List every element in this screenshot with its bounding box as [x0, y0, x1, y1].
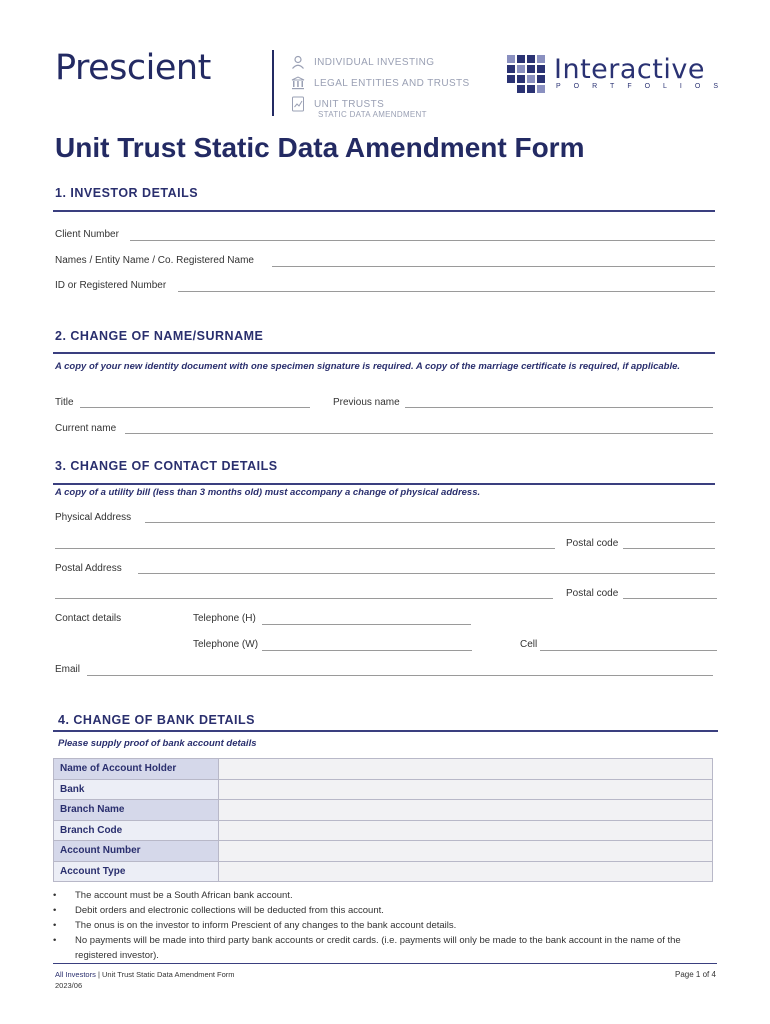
- account-holder-field[interactable]: [219, 759, 713, 780]
- physical-address-field[interactable]: [145, 522, 715, 523]
- document-chart-icon: [290, 96, 306, 112]
- list-item: • The onus is on the investor to inform Prescient of any changes to the bank account details.: [53, 918, 718, 933]
- section-heading-bank: 4. CHANGE OF BANK DETAILS: [58, 713, 255, 727]
- footer-rule: [53, 963, 717, 964]
- section-rule: [53, 210, 715, 212]
- branch-code-field[interactable]: [219, 820, 713, 841]
- names-label: Names / Entity Name / Co. Registered Name: [55, 255, 254, 266]
- footer-audience: All Investors: [55, 970, 96, 979]
- id-number-field[interactable]: [178, 291, 715, 292]
- page-title: Unit Trust Static Data Amendment Form: [55, 132, 585, 163]
- telephone-work-label: Telephone (W): [193, 639, 259, 650]
- section-heading-name: 2. CHANGE OF NAME/SURNAME: [55, 329, 264, 343]
- list-item: • The account must be a South African bank account.: [53, 888, 718, 903]
- current-name-field[interactable]: [125, 433, 713, 434]
- physical-address-line2[interactable]: [55, 548, 555, 549]
- id-number-label: ID or Registered Number: [55, 280, 167, 291]
- branch-name-label: Branch Name: [54, 800, 219, 821]
- client-number-field[interactable]: [130, 240, 715, 241]
- section-rule: [53, 730, 718, 732]
- building-icon: [290, 75, 306, 91]
- physical-address-label: Physical Address: [55, 512, 132, 523]
- cell-field[interactable]: [540, 650, 717, 651]
- title-label: Title: [55, 397, 74, 408]
- list-item: • Debit orders and electronic collections will be deducted from this account.: [53, 903, 718, 918]
- client-number-label: Client Number: [55, 229, 119, 240]
- bank-field[interactable]: [219, 779, 713, 800]
- table-row: [54, 779, 713, 800]
- postal-address-field[interactable]: [138, 573, 715, 574]
- current-name-label: Current name: [55, 423, 117, 434]
- table-row: [54, 820, 713, 841]
- interactive-logo-text: Interactive: [554, 54, 705, 85]
- menu-sublabel: STATIC DATA AMENDMENT: [318, 110, 427, 119]
- name-change-note: A copy of your new identity document with one specimen signature is required. A copy of the marriage certificate is required, if applicable.: [55, 361, 681, 372]
- footer-date: 2023/06: [55, 981, 83, 990]
- menu-label-individual: INDIVIDUAL INVESTING: [314, 56, 435, 68]
- table-row: [54, 800, 713, 821]
- portfolios-logo-text: PORTFOLIOS: [556, 83, 731, 90]
- postal-code-label: Postal code: [566, 588, 619, 599]
- bank-label: Bank: [54, 779, 219, 800]
- account-type-field[interactable]: [219, 861, 713, 882]
- telephone-home-label: Telephone (H): [193, 613, 256, 624]
- table-row: [54, 861, 713, 882]
- branch-name-field[interactable]: [219, 800, 713, 821]
- menu-label-legal: LEGAL ENTITIES AND TRUSTS: [314, 77, 470, 89]
- bank-note: Please supply proof of bank account details: [58, 738, 257, 749]
- table-row: [54, 759, 713, 780]
- account-holder-label: Name of Account Holder: [54, 759, 219, 780]
- previous-name-label: Previous name: [333, 397, 400, 408]
- physical-postal-code-field[interactable]: [623, 548, 715, 549]
- person-icon: [290, 54, 306, 70]
- postal-code-field[interactable]: [623, 598, 717, 599]
- section-rule: [53, 352, 715, 354]
- previous-name-field[interactable]: [405, 407, 713, 408]
- header-divider: [272, 50, 274, 116]
- cell-label: Cell: [520, 639, 538, 650]
- branch-code-label: Branch Code: [54, 820, 219, 841]
- section-heading-investor: 1. INVESTOR DETAILS: [55, 186, 199, 200]
- names-field[interactable]: [272, 266, 715, 267]
- footer-left: [55, 970, 235, 979]
- email-field[interactable]: [87, 675, 713, 676]
- interactive-logo-mark: [507, 55, 545, 93]
- prescient-logo: Prescient: [55, 48, 211, 88]
- postal-address-label: Postal Address: [55, 563, 122, 574]
- email-label: Email: [55, 664, 81, 675]
- section-heading-contact: 3. CHANGE OF CONTACT DETAILS: [55, 459, 278, 473]
- account-number-field[interactable]: [219, 841, 713, 862]
- telephone-work-field[interactable]: [262, 650, 472, 651]
- telephone-home-field[interactable]: [262, 624, 471, 625]
- contact-change-note: A copy of a utility bill (less than 3 months old) must accompany a change of physical address.: [55, 487, 481, 498]
- bank-details-table: [53, 758, 713, 882]
- table-row: [54, 841, 713, 862]
- list-item: • No payments will be made into third party bank accounts or credit cards. (i.e. payments will only be made to the bank account in the name of the registered investor).: [53, 933, 718, 963]
- contact-details-label: Contact details: [55, 613, 122, 624]
- bank-conditions-list: [53, 888, 718, 963]
- postal-address-line2[interactable]: [55, 598, 553, 599]
- footer-form-name: Unit Trust Static Data Amendment Form: [101, 970, 235, 979]
- menu-item-legal: [290, 75, 470, 91]
- footer-separator: |: [95, 970, 102, 979]
- section-rule: [53, 483, 715, 485]
- account-number-label: Account Number: [54, 841, 219, 862]
- menu-item-individual: [290, 54, 434, 70]
- page-number: Page 1 of 4: [675, 970, 716, 979]
- menu-label-unit-trusts: UNIT TRUSTS: [314, 98, 385, 110]
- physical-postal-code-label: Postal code: [566, 538, 619, 549]
- title-field[interactable]: [80, 407, 310, 408]
- account-type-label: Account Type: [54, 861, 219, 882]
